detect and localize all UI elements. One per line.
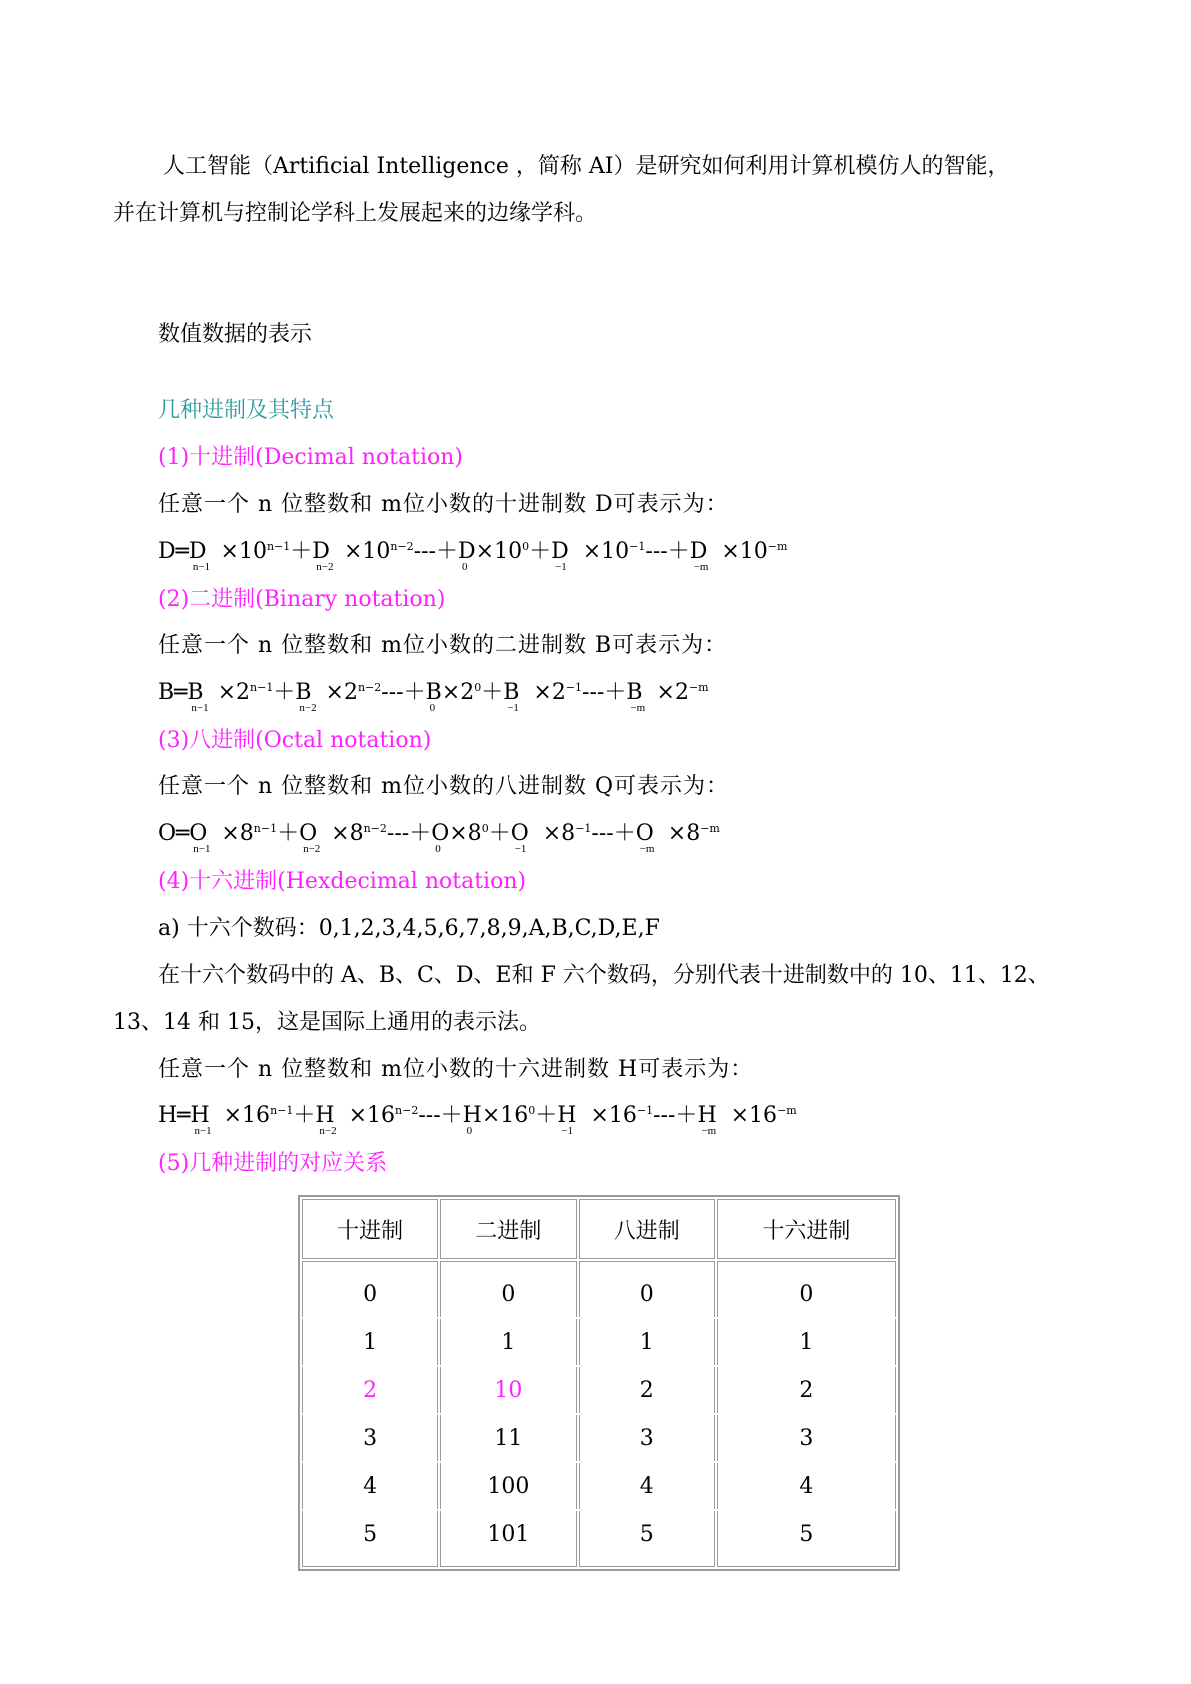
- header-octal: 八进制: [579, 1199, 715, 1259]
- formula-ellipsis: ---＋: [591, 821, 636, 846]
- formula-times: ×8: [221, 821, 254, 846]
- formula-times: ×2: [656, 680, 689, 705]
- cell-octal: 0: [579, 1261, 715, 1317]
- formula-ellipsis: ---＋: [381, 680, 426, 705]
- formula-hex: [158, 1101, 797, 1137]
- cell-octal: 5: [579, 1511, 715, 1567]
- cell-hex: 1: [717, 1319, 896, 1365]
- formula-term: [188, 537, 221, 573]
- formula-times: ×10: [343, 539, 391, 564]
- table-header-row: [302, 1199, 896, 1259]
- heading-decimal: (1)十进制(Decimal notation): [158, 445, 464, 470]
- cell-octal: 3: [579, 1415, 715, 1461]
- formula-subscript: n−2: [303, 843, 321, 855]
- formula-term: [462, 1101, 482, 1137]
- formula-digit: D: [188, 539, 207, 564]
- formula-digit: H: [557, 1103, 577, 1128]
- table-row: [302, 1319, 896, 1365]
- header-decimal: 十进制: [302, 1199, 438, 1259]
- cell-binary: 0: [440, 1261, 576, 1317]
- formula-subscript: −m: [693, 561, 709, 573]
- formula-plus: ＋: [273, 680, 296, 705]
- formula-term: [431, 819, 450, 855]
- formula-term: [299, 819, 331, 855]
- formula-subscript: −m: [639, 843, 655, 855]
- cell-hex: 0: [717, 1261, 896, 1317]
- formula-times: ×8: [331, 821, 364, 846]
- heading-hex: (4)十六进制(Hexdecimal notation): [158, 869, 527, 894]
- formula-subscript: n−1: [192, 561, 211, 573]
- section-title: 数值数据的表示: [158, 322, 313, 347]
- formula-times: ×10: [475, 539, 523, 564]
- cell-decimal: 0: [302, 1261, 438, 1317]
- formula-exponent: −1: [629, 540, 646, 553]
- formula-plus: ＋: [293, 1103, 316, 1128]
- formula-lhs: D═: [158, 539, 189, 564]
- desc-decimal: 任意一个 n 位整数和 m位小数的十进制数 D可表示为：: [158, 492, 729, 517]
- formula-digit: O: [189, 821, 208, 846]
- formula-octal: [158, 819, 720, 855]
- formula-digit: D: [458, 539, 476, 564]
- formula-exponent: −1: [636, 1104, 654, 1117]
- formula-subscript: −1: [507, 702, 519, 714]
- formula-term: [189, 819, 221, 855]
- formula-times: ×8: [542, 821, 576, 846]
- formula-exponent: n−1: [270, 1104, 294, 1117]
- cell-decimal: 2: [302, 1367, 438, 1413]
- formula-ellipsis: ---＋: [582, 680, 627, 705]
- formula-exponent: −m: [777, 1104, 797, 1117]
- table-row: [302, 1367, 896, 1413]
- formula-subscript: n−1: [193, 843, 211, 855]
- formula-times: ×8: [449, 821, 482, 846]
- formula-digit: O: [510, 821, 529, 846]
- cell-binary: 11: [440, 1415, 576, 1461]
- table-row: [302, 1261, 896, 1317]
- hex-note-line-1: 在十六个数码中的 A、B、C、D、E和 F 六个数码，分别代表十进制数中的 10、11、12、: [158, 963, 1050, 988]
- formula-times: ×2: [217, 680, 251, 705]
- formula-ellipsis: ---＋: [645, 539, 690, 564]
- formula-subscript: 0: [466, 1125, 473, 1137]
- formula-digit: D: [551, 539, 569, 564]
- cell-decimal: 3: [302, 1415, 438, 1461]
- formula-lhs: H═: [158, 1103, 191, 1128]
- cell-binary: 101: [440, 1511, 576, 1567]
- formula-exponent: −m: [767, 540, 788, 553]
- formula-subscript: −1: [561, 1125, 573, 1137]
- table-row: [302, 1463, 896, 1509]
- formula-term: [425, 678, 442, 714]
- formula-digit: B: [295, 680, 312, 705]
- formula-ellipsis: ---＋: [653, 1103, 698, 1128]
- formula-times: ×16: [348, 1103, 396, 1128]
- formula-exponent: n−2: [390, 540, 414, 553]
- formula-digit: O: [299, 821, 318, 846]
- formula-exponent: n−2: [363, 822, 387, 835]
- cell-octal: 1: [579, 1319, 715, 1365]
- formula-digit: O: [431, 821, 450, 846]
- formula-term: [697, 1101, 730, 1137]
- formula-term: [557, 1101, 590, 1137]
- cell-binary: 10: [440, 1367, 576, 1413]
- formula-term: [295, 678, 325, 714]
- conversion-table: [298, 1195, 900, 1571]
- cell-octal: 2: [579, 1367, 715, 1413]
- formula-subscript: −1: [555, 561, 567, 573]
- formula-digit: H: [697, 1103, 717, 1128]
- formula-term: [510, 819, 543, 855]
- formula-digit: D: [689, 539, 708, 564]
- formula-digit: B: [626, 680, 643, 705]
- formula-ellipsis: ---＋: [413, 539, 458, 564]
- formula-digit: H: [462, 1103, 482, 1128]
- formula-subscript: −m: [630, 702, 646, 714]
- formula-plus: ＋: [488, 821, 511, 846]
- formula-times: ×16: [223, 1103, 271, 1128]
- desc-octal: 任意一个 n 位整数和 m位小数的八进制数 Q可表示为：: [158, 774, 730, 799]
- formula-subscript: n−2: [299, 702, 317, 714]
- hex-digits-line: a) 十六个数码：0,1,2,3,4,5,6,7,8,9,A,B,C,D,E,F: [158, 916, 660, 941]
- cell-decimal: 4: [302, 1463, 438, 1509]
- subtitle: 几种进制及其特点: [158, 398, 335, 423]
- formula-subscript: n−2: [319, 1125, 337, 1137]
- formula-exponent: −1: [565, 681, 583, 694]
- hex-note-line-2: 13、14 和 15，这是国际上通用的表示法。: [113, 1010, 541, 1035]
- desc-binary: 任意一个 n 位整数和 m位小数的二进制数 B可表示为：: [158, 633, 728, 658]
- formula-plus: ＋: [277, 821, 300, 846]
- formula-exponent: n−2: [357, 681, 382, 694]
- formula-subscript: n−1: [191, 702, 209, 714]
- intro-line-2: 并在计算机与控制论学科上发展起来的边缘学科。: [113, 201, 598, 226]
- header-binary: 二进制: [440, 1199, 576, 1259]
- formula-times: ×2: [441, 680, 475, 705]
- formula-exponent: −m: [688, 681, 709, 694]
- formula-decimal: [158, 537, 788, 573]
- formula-times: ×16: [481, 1103, 529, 1128]
- formula-term: [626, 678, 656, 714]
- formula-exponent: 0: [474, 681, 482, 694]
- formula-term: [190, 1101, 223, 1137]
- formula-subscript: −1: [514, 843, 527, 855]
- formula-times: ×16: [590, 1103, 637, 1128]
- formula-lhs: O═: [158, 821, 190, 846]
- formula-digit: B: [425, 680, 442, 705]
- formula-ellipsis: ---＋: [386, 821, 432, 846]
- heading-binary: (2)二进制(Binary notation): [158, 587, 446, 612]
- formula-subscript: n−2: [316, 561, 334, 573]
- formula-term: [551, 537, 583, 573]
- cell-decimal: 1: [302, 1319, 438, 1365]
- formula-times: ×2: [325, 680, 358, 705]
- formula-times: ×8: [667, 821, 701, 846]
- formula-term: [458, 537, 476, 573]
- formula-exponent: n−1: [250, 681, 274, 694]
- cell-hex: 5: [717, 1511, 896, 1567]
- formula-exponent: n−1: [266, 540, 291, 553]
- formula-subscript: 0: [462, 561, 468, 573]
- formula-exponent: n−2: [395, 1104, 419, 1117]
- cell-decimal: 5: [302, 1511, 438, 1567]
- formula-subscript: 0: [435, 843, 441, 855]
- cell-hex: 4: [717, 1463, 896, 1509]
- formula-plus: ＋: [535, 1103, 558, 1128]
- formula-exponent: 0: [481, 822, 489, 835]
- formula-binary: [158, 678, 709, 714]
- formula-digit: B: [187, 680, 204, 705]
- table-heading: (5)几种进制的对应关系: [158, 1151, 388, 1176]
- formula-term: [635, 819, 668, 855]
- formula-subscript: n−1: [194, 1125, 212, 1137]
- cell-binary: 100: [440, 1463, 576, 1509]
- formula-term: [312, 537, 344, 573]
- formula-exponent: −m: [700, 822, 720, 835]
- formula-plus: ＋: [481, 680, 504, 705]
- formula-times: ×10: [721, 539, 768, 564]
- formula-digit: O: [635, 821, 654, 846]
- formula-times: ×2: [533, 680, 566, 705]
- formula-times: ×10: [220, 539, 267, 564]
- formula-digit: D: [312, 539, 330, 564]
- formula-exponent: 0: [522, 540, 530, 553]
- cell-hex: 3: [717, 1415, 896, 1461]
- formula-digit: H: [315, 1103, 335, 1128]
- formula-term: [187, 678, 217, 714]
- formula-term: [315, 1101, 348, 1137]
- header-hex: 十六进制: [717, 1199, 896, 1259]
- heading-octal: (3)八进制(Octal notation): [158, 728, 432, 753]
- formula-plus: ＋: [290, 539, 313, 564]
- formula-digit: B: [503, 680, 520, 705]
- formula-subscript: 0: [429, 702, 436, 714]
- cell-octal: 4: [579, 1463, 715, 1509]
- cell-hex: 2: [717, 1367, 896, 1413]
- formula-exponent: 0: [528, 1104, 536, 1117]
- formula-times: ×16: [730, 1103, 778, 1128]
- intro-line-1: 人工智能（Artificial Intelligence ，简称 AI）是研究如何利用计算机模仿人的智能，: [163, 154, 1010, 179]
- table-row: [302, 1415, 896, 1461]
- formula-plus: ＋: [529, 539, 552, 564]
- formula-subscript: −m: [701, 1125, 717, 1137]
- formula-exponent: n−1: [253, 822, 278, 835]
- formula-exponent: −1: [575, 822, 592, 835]
- desc-hex: 任意一个 n 位整数和 m位小数的十六进制数 H可表示为：: [158, 1057, 754, 1082]
- formula-lhs: B═: [158, 680, 188, 705]
- cell-binary: 1: [440, 1319, 576, 1365]
- table-row: [302, 1511, 896, 1567]
- formula-term: [689, 537, 722, 573]
- formula-term: [503, 678, 533, 714]
- formula-digit: H: [190, 1103, 210, 1128]
- formula-times: ×10: [582, 539, 630, 564]
- formula-ellipsis: ---＋: [418, 1103, 463, 1128]
